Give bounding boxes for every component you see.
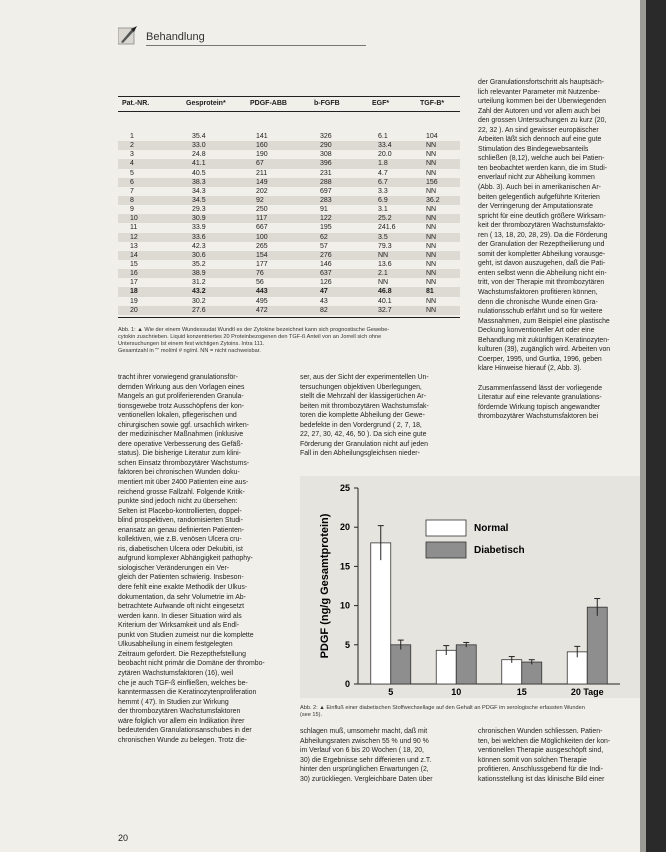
text-line: Deckung konventioneller Art oder eine <box>478 327 595 335</box>
table-cell: NN <box>426 224 437 232</box>
table-cell: 33.4 <box>378 142 392 150</box>
x-tick-label: 20 Tage <box>570 687 604 697</box>
table-row <box>118 205 460 214</box>
table-cell: 76 <box>256 270 264 278</box>
table-cell: 30.6 <box>192 251 206 259</box>
caption-line: Untersuchungen Ist einem fest wichtigen Zytoins. Intra 111. <box>118 341 265 347</box>
table-cell: 100 <box>256 233 268 241</box>
text-line: der Granulation der Rezeptheilierung und <box>478 241 605 249</box>
table-cell: 38.3 <box>192 178 206 186</box>
text-line: somit der kompletter Abheilung vorausge- <box>478 250 606 258</box>
table-cell: 41.1 <box>192 160 206 168</box>
table-cell: 27.6 <box>192 306 206 314</box>
table-cell: 308 <box>320 151 332 159</box>
text-line: 22, 32 ). An sind gewisser europäischer <box>478 126 599 134</box>
table-cell: 443 <box>256 288 268 296</box>
text-line: tersuchungen objektiven Überlegungen, <box>300 383 422 391</box>
table-cell: NN <box>426 270 437 278</box>
y-tick-label: 5 <box>344 639 350 650</box>
page-number: 20 <box>118 833 129 843</box>
table-cell: 6 <box>130 178 134 186</box>
table-cell: 190 <box>256 151 268 159</box>
table-cell: 156 <box>426 178 438 186</box>
table-cell: 2.1 <box>378 270 388 278</box>
table-cell: 92 <box>256 196 264 204</box>
text-line <box>478 374 643 384</box>
table-cell: NN <box>426 206 437 214</box>
table-cell: 46.8 <box>378 288 392 296</box>
text-line: Fall in den Abheilungsgleichsen nieder- <box>300 450 420 458</box>
table-cell: 265 <box>256 242 268 250</box>
table-cell: 81 <box>426 288 434 296</box>
table-row <box>118 178 460 187</box>
table-cell: 56 <box>256 279 264 287</box>
text-column-right <box>478 78 643 422</box>
table-cell: 146 <box>320 260 332 268</box>
text-line: toren die komplette Abheilung der Gewe- <box>300 412 425 420</box>
text-line: denn die chronische Wunde einen Gra- <box>478 298 598 306</box>
text-line: klare Hinweise hierauf (2, Abb. 3). <box>478 365 582 373</box>
text-column-bottom-right <box>478 727 643 784</box>
bar-normal <box>502 660 522 684</box>
table-cell: 16 <box>130 270 138 278</box>
table-cell: 57 <box>320 242 328 250</box>
caption-line: Abb. 2: ▲ Einfluß einer diabetischen Stoffwechsellage auf den Gehalt an PDGF im serologische erfassten Wunden <box>300 705 585 711</box>
table-cell: 288 <box>320 178 332 186</box>
text-line: reichend grosse Fallzahl. Folgende Kritik- <box>118 488 245 496</box>
table-cell: 326 <box>320 133 332 140</box>
table-cell: 290 <box>320 142 332 150</box>
bar-diabetisch <box>522 662 542 684</box>
data-table <box>118 96 460 318</box>
text-line: beiten mit thrombozytären Wachstumsfak- <box>300 402 429 410</box>
y-tick-label: 25 <box>339 483 350 493</box>
table-row <box>118 150 460 159</box>
text-line: 30) die Ergebnisse sehr differieren und z.T. <box>300 756 432 764</box>
table-cell: 472 <box>256 306 268 314</box>
x-tick-label: 15 <box>516 687 527 697</box>
text-column-bottom-middle <box>300 727 465 784</box>
text-line: wäre folglich vor allem ein Indikation ihrer <box>118 717 245 725</box>
table-cell: 1.8 <box>378 160 388 168</box>
header-rule <box>146 45 366 46</box>
text-line: schließen (8,12), welche auch bei Patien- <box>478 155 605 163</box>
table-cell: 495 <box>256 297 268 305</box>
text-line: hemmt ( 47). In Studien zur Wirkung <box>118 698 229 706</box>
table-cell: 30.2 <box>192 297 206 305</box>
table-row <box>118 214 460 223</box>
text-line: nulationsschub erfährt und so für weitere <box>478 308 603 316</box>
y-axis-label: PDGF (ng/g Gesamtprotein) <box>319 513 331 659</box>
text-line: Massnahmen, zum Beispiel eine plastische <box>478 317 610 325</box>
text-line: ser, aus der Sicht der experimentellen Un- <box>300 374 429 381</box>
table-cell: 4 <box>130 160 134 168</box>
table-cell: NN <box>426 279 437 287</box>
table-cell: NN <box>426 187 437 195</box>
text-line: ren ( 13, 18, 20, 28, 29). Da die Förderung <box>478 231 608 239</box>
y-tick-label: 15 <box>339 561 350 572</box>
table-cell: 20 <box>130 306 138 314</box>
text-line: werden kann. In dieser Situation wird als <box>118 612 242 620</box>
text-line: ten, bei welchen die Möglichkeiten der kon- <box>478 737 611 745</box>
table-cell: 43 <box>320 297 328 305</box>
text-line: dokumentation, da sehr Volumetrie im Ab- <box>118 593 246 601</box>
table-cell: 25.2 <box>378 215 392 223</box>
table-cell: 697 <box>320 187 332 195</box>
table-cell: NN <box>426 233 437 241</box>
text-line: Förderung der Granulation nicht auf jeden <box>300 440 428 448</box>
table-cell: NN <box>426 306 437 314</box>
table-cell: 122 <box>320 215 332 223</box>
text-line: schen Einsatz thrombozytärer Wachstums- <box>118 459 250 467</box>
table-cell: 35.4 <box>192 133 206 140</box>
table-cell: 33.0 <box>192 142 206 150</box>
text-line: chronischen Wunden schliessen. Patien- <box>478 728 603 735</box>
table-header-cell: Pat.-NR. <box>122 100 150 107</box>
table-cell: 17 <box>130 279 138 287</box>
table-cell: 1 <box>130 133 134 140</box>
caption-line: cytokin zuschrieben. Liquid konzentriertes 20 Proteinbezogenen den TGF-ß Anteil von an Jorrell sich ohne <box>118 334 382 340</box>
table-cell: 42.3 <box>192 242 206 250</box>
x-tick-label: 5 <box>388 687 394 697</box>
table-cell: 35.2 <box>192 260 206 268</box>
text-line: bedefekte in den Vordergrund ( 2, 7, 18, <box>300 421 422 429</box>
table-cell: 126 <box>320 279 332 287</box>
text-line: der Granulationsfortschritt als hauptsäch- <box>478 79 605 86</box>
text-line: Kriterium der Wirksamkeit und als Endl- <box>118 622 240 630</box>
y-tick-label: 0 <box>344 679 350 689</box>
table-cell: 20.0 <box>378 151 392 159</box>
table-row <box>118 233 460 242</box>
table-cell: 13 <box>130 242 138 250</box>
text-line: dernden Wirkung aus den Vorlagen eines <box>118 383 245 391</box>
text-line: urteilung kommen bei der Überwiegenden <box>478 98 606 106</box>
table-header-cell: Gesprotein* <box>186 100 226 107</box>
table-row <box>118 196 460 205</box>
caption-line: (see 15). <box>300 712 323 718</box>
table-cell: 149 <box>256 178 268 186</box>
text-line: stellt die Mehrzahl der klassigerüchen Ar- <box>300 393 427 401</box>
table-header-cell: b-FGFB <box>314 100 340 107</box>
text-line: Stimulation des Bindegewebsanteils <box>478 145 589 153</box>
bar-chart <box>300 476 640 698</box>
table-row <box>118 297 460 306</box>
text-line: betrachtete Aufwande oft nicht eingesetzt <box>118 603 245 611</box>
text-line: Literatur auf eine relevante granulations- <box>478 394 602 402</box>
table-cell: 12 <box>130 233 138 241</box>
table-row <box>118 187 460 196</box>
table-cell: 36.2 <box>426 196 440 204</box>
bar-normal <box>436 650 456 684</box>
text-line: den grossen Untersuchungen zu kurz (20, <box>478 117 607 125</box>
table-cell: 195 <box>320 224 332 232</box>
text-column-left <box>118 373 288 745</box>
table-row <box>118 269 460 278</box>
table-cell: 283 <box>320 196 332 204</box>
text-line: tionsgewebe trotz Ausschöpfens der kon- <box>118 402 245 410</box>
text-line: siologischer Veränderungen ein Ver- <box>118 564 230 572</box>
table-row <box>118 306 460 315</box>
table-header-row <box>118 96 460 112</box>
text-line: dere operative Verbesserung des Gefäß- <box>118 440 243 448</box>
text-line: kulturen (39), zugänglich wird. Arbeiten von <box>478 346 611 354</box>
table-cell: NN <box>378 279 389 287</box>
text-line: schlagen muß, umsomehr macht, daß mit <box>300 728 428 735</box>
text-line: der Verringerung der Amputationsrate <box>478 203 593 211</box>
bar-diabetisch <box>391 645 411 684</box>
table-cell: 6.9 <box>378 196 388 204</box>
table-cell: 104 <box>426 133 438 140</box>
text-line: che je auch TGF-ß einfließen, welches be- <box>118 679 248 687</box>
chart-panel <box>300 476 640 698</box>
table-cell: 154 <box>256 251 268 259</box>
table-cell: 637 <box>320 270 332 278</box>
table-cell: 32.7 <box>378 306 392 314</box>
text-line: profitieren. Anschlussgebend für die Indi- <box>478 766 603 774</box>
table-cell: 211 <box>256 169 268 177</box>
table-cell: 30.9 <box>192 215 206 223</box>
text-line: punkte sind jedoch nicht zu übersehen: <box>118 498 238 506</box>
table-cell: 33.9 <box>192 224 206 232</box>
caption-line: Gesamtzahl in "" mol/ml # ng/ml. NN = nicht nachweisbar. <box>118 348 261 354</box>
table-cell: 82 <box>320 306 328 314</box>
table-row <box>118 132 460 141</box>
table-cell: NN <box>426 169 437 177</box>
text-line: hinter den ursprünglichen Erwartungen (2, <box>300 766 429 774</box>
table-row <box>118 223 460 232</box>
text-line: Ulkusabheilung in einem festgelegten <box>118 641 233 649</box>
text-line: Mangels an gut proliferierenden Granula- <box>118 393 244 401</box>
bar-diabetisch <box>587 607 607 684</box>
table-cell: 10 <box>130 215 138 223</box>
table-cell: 19 <box>130 297 138 305</box>
table-cell: 9 <box>130 206 134 214</box>
table-cell: 47 <box>320 288 328 296</box>
table-cell: 177 <box>256 260 268 268</box>
text-line: keit der thrombozytären Wachstumsfakto- <box>478 222 606 230</box>
text-line: beobacht nicht primär die Domäne der thrombo- <box>118 660 265 668</box>
text-line: mentiert mit über 2400 Patienten eine aus- <box>118 479 249 487</box>
table-cell: 117 <box>256 215 268 223</box>
text-line: enten selbst wenn die Abheilung nicht ein- <box>478 269 607 277</box>
text-line: thrombozytärer Wachstumsfaktoren bei <box>478 413 598 421</box>
table-row <box>118 169 460 178</box>
text-line: aufgrund komplexer Abhängigkeit pathophy- <box>118 555 253 563</box>
text-line: dere fehlt eine exakte Methodik der Ulkus- <box>118 584 248 592</box>
text-line: Abheilungsraten zwischen 55 % und 90 % <box>300 737 429 745</box>
table-header-cell: PDGF-ABB <box>250 100 287 107</box>
table-row <box>118 242 460 251</box>
table-cell: 34.5 <box>192 196 206 204</box>
text-line: beiten gelegentlich aufgeführte Kriterien <box>478 193 600 201</box>
table-row <box>118 251 460 260</box>
text-line: fördernde Wirkung topisch angewandter <box>478 403 601 411</box>
table-cell: 202 <box>256 187 268 195</box>
text-line: chronischen Wunde zu belegen. Trotz die- <box>118 736 247 744</box>
text-line: tracht ihrer vorwiegend granulationsför- <box>118 374 238 381</box>
table-cell: 13.6 <box>378 260 392 268</box>
text-line: (Abb. 3). Auch bei in amerikanischen Ar- <box>478 184 601 192</box>
text-line: Zusammenfassend lässt der vorliegende <box>478 384 603 392</box>
table-cell: 15 <box>130 260 138 268</box>
table-cell: 31.2 <box>192 279 206 287</box>
table-cell: 4.7 <box>378 169 388 177</box>
text-line: kollektiven, wie z.B. venösen Ulcera cru- <box>118 536 242 544</box>
text-line: ventionellen lokalen, pflegerischen und <box>118 412 237 420</box>
text-line: ten beobachtet werden kann, die im Studi- <box>478 164 608 172</box>
text-line: blind prospektiven, randomisierten Studi- <box>118 517 243 525</box>
text-line: spricht für eine deutlich größere Wirksam- <box>478 212 606 220</box>
table-cell: NN <box>426 297 437 305</box>
text-line: enansatz an genau definierten Patienten- <box>118 526 245 534</box>
table-header-cell: EGF* <box>372 100 390 107</box>
text-line: chirurgischen sowie ggf. ursachlich wirken- <box>118 421 249 429</box>
table-cell: 7 <box>130 187 134 195</box>
table-row <box>118 287 460 296</box>
bar-diabetisch <box>456 645 476 684</box>
figure-caption <box>300 705 645 719</box>
quill-pen-icon <box>118 26 138 46</box>
text-line: der thrombozytären Wachstumsfaktoren <box>118 708 241 716</box>
text-line: tritt, von der Therapie mit thrombozytären <box>478 279 605 287</box>
text-line: geht, ist davon auszugehen, daß die Pati- <box>478 260 606 268</box>
legend-swatch <box>426 520 466 536</box>
text-line: Zeitraum gefordert. Die Rezepthefstellung <box>118 650 246 658</box>
table-row <box>118 260 460 269</box>
text-line: Arbeiten läßt sich dennoch auf eine gute <box>478 136 602 144</box>
table-cell: 40.1 <box>378 297 392 305</box>
table-cell: 24.8 <box>192 151 206 159</box>
table-cell: 18 <box>130 288 138 296</box>
text-line: zytären Wachstumsfaktoren (16), weil <box>118 669 234 677</box>
text-line: enverlauf nicht zur Abheilung kommen <box>478 174 595 182</box>
legend-label: Normal <box>474 523 509 534</box>
table-cell: 6.7 <box>378 178 388 186</box>
text-line: Coerper, 1995, und Gurtka, 1996, geben <box>478 355 602 363</box>
text-line: Selten ist Placebo-kontrollierten, doppel- <box>118 507 242 515</box>
text-line: im Verlauf von 6 bis 20 Wochen ( 18, 20, <box>300 747 424 755</box>
table-header-cell: TGF-B* <box>420 100 445 107</box>
running-header: Behandlung <box>146 31 205 43</box>
table-body <box>118 132 460 318</box>
table-row <box>118 278 460 287</box>
table-cell: 3.5 <box>378 233 388 241</box>
table-cell: 160 <box>256 142 268 150</box>
table-cell: 33.6 <box>192 233 206 241</box>
text-line: lich relevanter Parameter mit Nutzenbe- <box>478 88 600 96</box>
table-cell: 241.6 <box>378 224 396 232</box>
table-cell: NN <box>426 215 437 223</box>
table-cell: 3.1 <box>378 206 388 214</box>
table-cell: 250 <box>256 206 268 214</box>
table-cell: 79.3 <box>378 242 392 250</box>
table-caption <box>118 327 463 355</box>
text-line: Zahl der Autoren und vor allem auch bei <box>478 107 601 115</box>
table-cell: 276 <box>320 251 332 259</box>
legend-swatch <box>426 542 466 558</box>
x-tick-label: 10 <box>451 687 462 697</box>
table-cell: 8 <box>130 196 134 204</box>
table-cell: NN <box>426 260 437 268</box>
table-cell: 40.5 <box>192 169 206 177</box>
table-cell: 14 <box>130 251 138 259</box>
caption-line: Abb. 1: ▲ Wie der einem Wundexsudat Wundtl es der Zytokine bezeichnet kann sich prognostische Gewebe- <box>118 327 390 333</box>
legend-label: Diabetisch <box>474 545 525 556</box>
table-cell: 6.1 <box>378 133 388 140</box>
table-cell: 11 <box>130 224 138 232</box>
table-cell: 67 <box>256 160 264 168</box>
text-line: der medizinischer Maßnahmen (inklusive <box>118 431 244 439</box>
table-cell: 396 <box>320 160 332 168</box>
table-cell: NN <box>426 151 437 159</box>
table-cell: 5 <box>130 169 134 177</box>
text-line: ventionellen Therapie ausgeschöpft sind, <box>478 747 604 755</box>
table-row <box>118 159 460 168</box>
y-tick-label: 10 <box>339 600 350 611</box>
table-cell: 29.3 <box>192 206 206 214</box>
text-line: gleich der Patienten schwierig. Insbeson- <box>118 574 244 582</box>
y-tick-label: 20 <box>339 522 350 533</box>
text-line: kanntermassen die Keratinozytenproliferation <box>118 689 257 697</box>
table-cell: 91 <box>320 206 328 214</box>
table-cell: 141 <box>256 133 268 140</box>
text-line: 22, 27, 30, 42, 46, 50 ). Da sich eine gute <box>300 431 427 439</box>
table-cell: 43.2 <box>192 288 206 296</box>
table-cell: 2 <box>130 142 134 150</box>
table-cell: 34.3 <box>192 187 206 195</box>
table-cell: 667 <box>256 224 268 232</box>
text-line: Behandlung mit zukünftigen Keratinozyten- <box>478 336 610 344</box>
table-cell: 3.3 <box>378 187 388 195</box>
bar-normal <box>371 543 391 684</box>
text-line: 30) zurückliegen. Vergleichbare Daten über <box>300 775 433 783</box>
table-cell: NN <box>378 251 389 259</box>
table-row <box>118 141 460 150</box>
text-line: punkt von Studien zumeist nur die komplette <box>118 631 254 639</box>
table-cell: NN <box>426 251 437 259</box>
text-line: können somit von solchen Therapie <box>478 756 587 764</box>
text-line: Wachstumsfaktoren profitieren können, <box>478 289 598 297</box>
text-line: kationsstellung ist das klinische Bild einer <box>478 775 605 783</box>
text-line: status). Die bisherige Literatur zum klini- <box>118 450 241 458</box>
text-line: faktoren bei chronischen Wunden doku- <box>118 469 240 477</box>
table-cell: 3 <box>130 151 134 159</box>
table-cell: 231 <box>320 169 332 177</box>
table-cell: NN <box>426 160 437 168</box>
text-line: bedeutenden Granulationsanschubes in der <box>118 727 252 735</box>
table-cell: 62 <box>320 233 328 241</box>
table-cell: 38.9 <box>192 270 206 278</box>
text-column-middle <box>300 373 465 459</box>
text-line: ris, diabetischen Ulcera oder Dekubiti, ist <box>118 545 243 553</box>
table-cell: NN <box>426 142 437 150</box>
scanner-edge <box>646 0 666 852</box>
table-cell: NN <box>426 242 437 250</box>
